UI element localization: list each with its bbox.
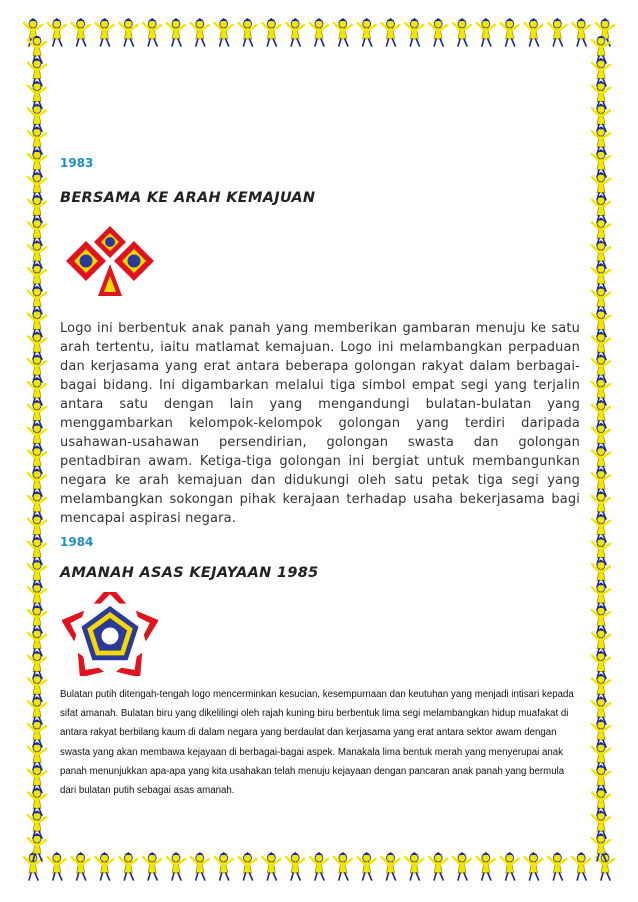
logo-circle-right	[128, 255, 141, 268]
section-1984-title: AMANAH ASAS KEJAYAAN 1985	[60, 565, 319, 581]
border-figure-icon	[548, 852, 566, 880]
border-figure-icon	[453, 18, 471, 46]
border-figure-icon	[334, 18, 352, 46]
page-border-top	[22, 18, 616, 48]
border-figure-icon	[262, 18, 280, 46]
border-figure-icon	[334, 852, 352, 880]
border-figure-icon	[592, 833, 610, 861]
border-figure-icon	[119, 852, 137, 880]
section-1984-paragraph: Bulatan putih ditengah-tengah logo mencerminkan kesucian, kesempurnaan dan keutuhan yang menjadi intisari kepada sifat amanah. Bulatan biru yang dikelilingi oleh rajah kuning biru berbentuk lima segi melambangkan hidup muafakat di antara rakyat berbilang kaum di dalam negara yang berdaulat dan kerjasama yang erat antara sektor awam dengan swasta yang akan membawa kejayaan di berbagai-bagai aspek. Manakala lima bentuk merah yang menyerupai anak panah menunjukkan apa-apa yang kita usahakan telah menuju kejayaan dengan pancaran anak panah yang bermula dari bulatan putih sebagai asas amanah.	[60, 689, 574, 797]
border-figure-icon	[143, 18, 161, 46]
border-figure-icon	[167, 18, 185, 46]
border-figure-icon	[525, 852, 543, 880]
border-figure-icon	[429, 18, 447, 46]
border-figure-icon	[96, 18, 114, 46]
border-figure-icon	[310, 852, 328, 880]
page-border-bottom	[22, 852, 616, 882]
border-figure-icon	[525, 18, 543, 46]
border-figure-icon	[405, 18, 423, 46]
section-1983-paragraph: Logo ini berbentuk anak panah yang memberikan gambaran menuju ke satu arah tertentu, iaitu matlamat kemajuan. Logo ini melambangkan perpaduan dan kerjasama yang erat antara beberapa golongan rakyat dalam berbagai-bagai bidang. Ini digambarkan melalui tiga simbol empat segi yang terjalin antara satu dengan lain yang mengandungi bulatan-bulatan yang menggambarkan kelompok-kelompok golongan yang terdiri daripada usahawan-usahawan persendirian, golongan swasta dan golongan pentadbiran awam. Ketiga-tiga golongan ini bergiat untuk membangunkan negara ke arah kemajuan dan didukungi oleh satu petak tiga segi yang melambangkan sokongan pihak kerajaan terhadap usaha bekerjasama bagi mencapai aspirasi negara.	[60, 321, 580, 526]
border-figure-icon	[358, 18, 376, 46]
logo-circle-top	[105, 237, 115, 247]
border-figure-icon	[310, 18, 328, 46]
border-figure-icon	[215, 18, 233, 46]
border-figure-icon	[477, 852, 495, 880]
border-figure-icon	[429, 852, 447, 880]
border-figure-icon	[72, 852, 90, 880]
section-1983-title: BERSAMA KE ARAH KEMAJUAN	[60, 190, 316, 206]
border-figure-icon	[382, 18, 400, 46]
four-diamond-logo	[64, 224, 156, 298]
border-figure-icon	[239, 852, 257, 880]
border-figure-icon	[453, 852, 471, 880]
border-figure-icon	[262, 852, 280, 880]
pentagon-arrow-logo	[62, 592, 158, 676]
border-figure-icon	[501, 852, 519, 880]
border-figure-icon	[119, 18, 137, 46]
border-figure-icon	[405, 852, 423, 880]
border-figure-icon	[548, 18, 566, 46]
border-figure-icon	[191, 852, 209, 880]
border-figure-icon	[382, 852, 400, 880]
border-figure-icon	[358, 852, 376, 880]
page-border-right	[586, 36, 616, 862]
section-1983-year: 1983	[60, 156, 94, 170]
border-figure-icon	[215, 852, 233, 880]
border-figure-icon	[143, 852, 161, 880]
logo-circle-left	[80, 255, 93, 268]
border-figure-icon	[72, 18, 90, 46]
logo-white-circle	[102, 628, 119, 645]
border-figure-icon	[286, 852, 304, 880]
border-figure-icon	[191, 18, 209, 46]
border-figure-icon	[477, 18, 495, 46]
border-figure-icon	[501, 18, 519, 46]
section-1984-year: 1984	[60, 535, 94, 549]
border-figure-icon	[239, 18, 257, 46]
border-figure-icon	[96, 852, 114, 880]
border-figure-icon	[286, 18, 304, 46]
border-figure-icon	[28, 833, 46, 861]
page-border-left	[22, 36, 52, 862]
border-figure-icon	[167, 852, 185, 880]
